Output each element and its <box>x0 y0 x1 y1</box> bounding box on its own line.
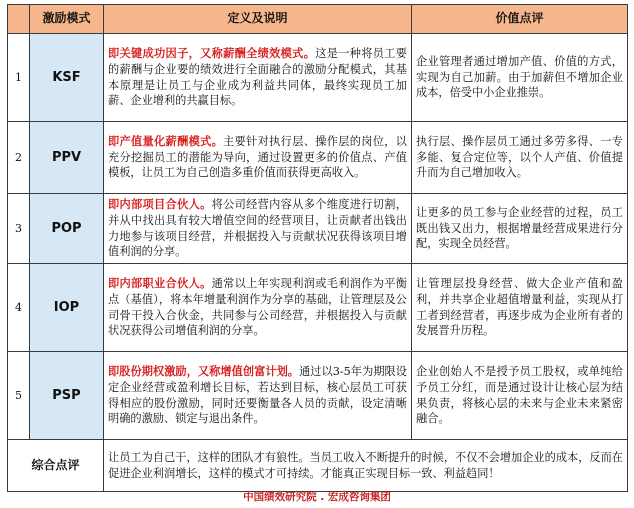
definition-cell <box>104 122 412 194</box>
summary-text: 让员工为自己干，这样的团队才有狼性。当员工收入不断提升的时候，不仅不会增加企业的成本，反而在促进企业利润增长，这样的模式才可持续。才能真正实现目标一致、利益趋同！ <box>104 440 628 492</box>
mode-name: KSF <box>30 34 104 122</box>
definition-highlight: 即内部项目合伙人。 <box>108 197 212 212</box>
mode-name: PPV <box>30 122 104 194</box>
table-row <box>8 352 628 440</box>
footer-credit: 中国绩效研究院 . 宏成咨询集团 <box>243 491 391 503</box>
row-number: 2 <box>8 122 30 194</box>
definition-cell <box>104 34 412 122</box>
header-evaluation: 价值点评 <box>412 5 628 34</box>
row-number: 4 <box>8 264 30 352</box>
definition-text: 通常以上年实现利润或毛利润作为平衡点（基值），将本年增量利润作为分享的基础，让管理层及公司骨干投入合伙金，共同参与公司经营，并根据投入与贡献状况获得公司增值利润的分享。 <box>108 277 407 338</box>
row-number: 5 <box>8 352 30 440</box>
header-mode: 激励模式 <box>30 5 104 34</box>
definition-highlight: 即股份期权激励，又称增值创富计划。 <box>108 364 300 379</box>
table-header-row <box>8 5 628 34</box>
mode-name: PSP <box>30 352 104 440</box>
summary-label: 综合点评 <box>8 440 104 492</box>
mode-name: POP <box>30 194 104 264</box>
definition-cell <box>104 194 412 264</box>
definition-cell <box>104 264 412 352</box>
table-row <box>8 122 628 194</box>
table-row <box>8 194 628 264</box>
definition-highlight: 即关键成功因子，又称薪酬全绩效模式。 <box>108 46 316 61</box>
definition-cell <box>104 352 412 440</box>
definition-text: 这是一种将员工要的薪酬与企业要的绩效进行全面融合的激励分配模式，其基本原理是让员工与企业成为利益共同体，最终实现员工加薪、企业增利的共赢目标。 <box>108 47 407 108</box>
table-row <box>8 264 628 352</box>
mode-name: IOP <box>30 264 104 352</box>
evaluation-cell: 执行层、操作层员工通过多劳多得、一专多能、复合定位等，以个人产值、价值提升而为自己增加收入。 <box>412 122 628 194</box>
row-number: 1 <box>8 34 30 122</box>
row-number: 3 <box>8 194 30 264</box>
definition-text: 将公司经营内容从多个维度进行切割，并从中找出具有较大增值空间的经营项目，让贡献者出钱出力地参与该项目经营，并根据投入与贡献状况获得该项目增值利润的分享。 <box>108 198 407 259</box>
definition-highlight: 即产值量化薪酬模式。 <box>108 134 224 149</box>
definition-text: 通过以3-5年为期限设定企业经营或盈利增长目标，若达到目标，核心层员工可获得相应的股份激励，同时还要衡量各人员的贡献，设定清晰明确的激励、锁定与退出条件。 <box>108 365 407 426</box>
definition-highlight: 即内部职业合伙人。 <box>108 276 212 291</box>
incentive-model-table <box>7 4 628 492</box>
evaluation-cell: 让管理层投身经营、做大企业产值和盈利，并共享企业超值增量利益，实现从打工者到经营者，再逐步成为企业所有者的发展晋升历程。 <box>412 264 628 352</box>
evaluation-cell: 企业管理者通过增加产值、价值的方式，实现为自己加薪。由于加薪但不增加企业成本，倍受中小企业推崇。 <box>412 34 628 122</box>
evaluation-cell: 让更多的员工参与企业经营的过程，员工既出钱又出力，根据增量经营成果进行分配，实现全员经营。 <box>412 194 628 264</box>
header-definition: 定义及说明 <box>104 5 412 34</box>
summary-row <box>8 440 628 492</box>
header-num <box>8 5 30 34</box>
evaluation-cell: 企业创始人不是授予员工股权，或单纯给予员工分红，而是通过设计让核心层为结果负责，将核心层的未来与企业未来紧密融合。 <box>412 352 628 440</box>
definition-text: 主要针对执行层、操作层的岗位，以充分挖掘员工的潜能为导向，通过设置更多的价值点、产值模板，让员工为自己创造多重价值而获得更高收入。 <box>108 135 407 180</box>
table-row <box>8 34 628 122</box>
